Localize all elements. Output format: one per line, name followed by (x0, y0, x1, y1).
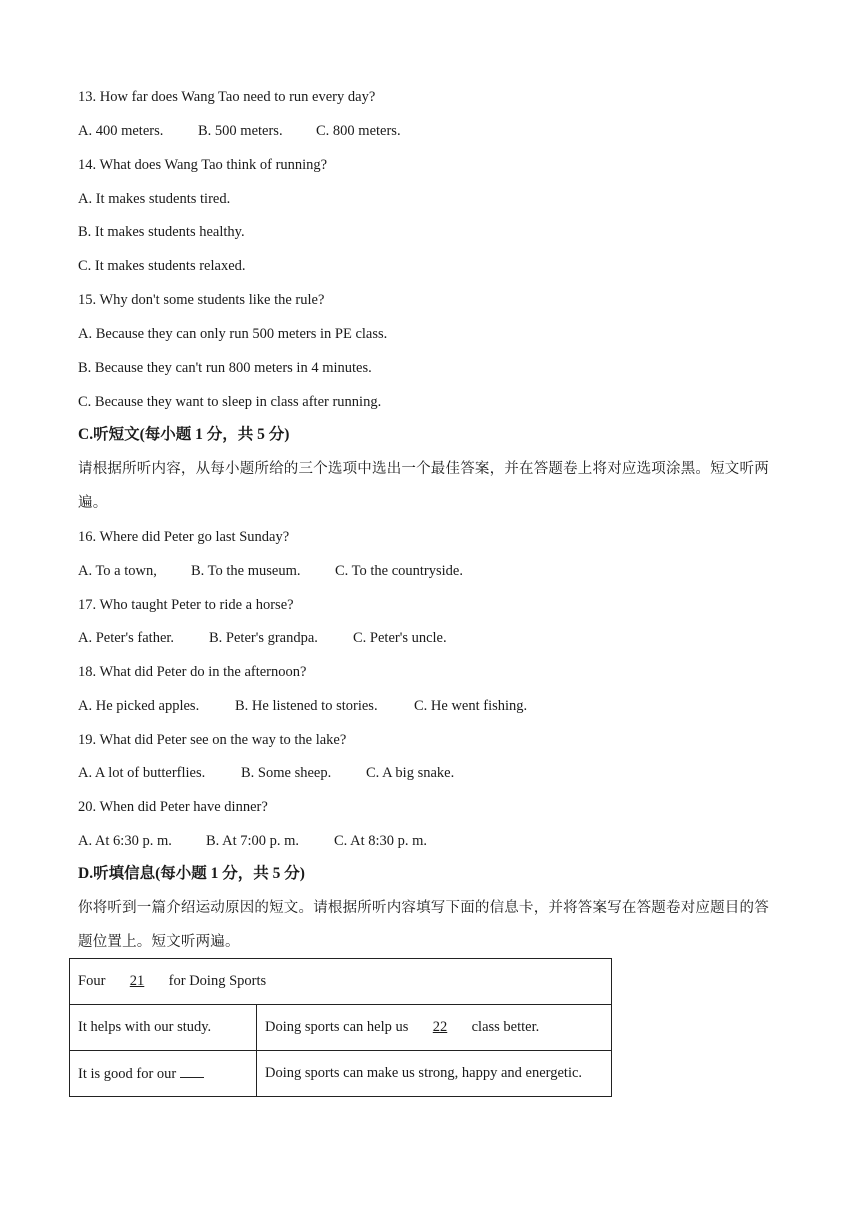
option-b: B. He listened to stories. (235, 698, 378, 714)
blank-21: 21 (129, 973, 145, 989)
option-a: A. He picked apples. (78, 698, 200, 714)
section-c-instruction: 请根据所听内容，从每小题所给的三个选项中选出一个最佳答案，并在答题卷上将对应选项涂黑。短文听两遍。 (78, 461, 769, 511)
table-row (70, 959, 612, 1005)
option-c: C. At 8:30 p. m. (334, 833, 428, 849)
question-20-options (78, 831, 427, 851)
table-cell: It helps with our study. (70, 1005, 257, 1051)
question-16-options (78, 561, 463, 581)
option-b: B. At 7:00 p. m. (206, 833, 300, 849)
option-a: A. At 6:30 p. m. (78, 833, 172, 849)
option-c: C. It makes students relaxed. (78, 258, 246, 274)
table-row (70, 1051, 612, 1097)
blank-line (180, 1065, 204, 1078)
option-b: B. Peter's grandpa. (209, 630, 318, 646)
option-b: B. To the museum. (191, 563, 301, 579)
header-prefix: Four (78, 973, 106, 989)
question-18: 18. What did Peter do in the afternoon? (78, 664, 307, 680)
header-suffix: for Doing Sports (168, 973, 267, 989)
table-cell (70, 1051, 257, 1097)
question-16: 16. Where did Peter go last Sunday? (78, 529, 290, 545)
option-c: C. Peter's uncle. (353, 630, 447, 646)
question-17: 17. Who taught Peter to ride a horse? (78, 597, 294, 613)
question-20: 20. When did Peter have dinner? (78, 799, 268, 815)
option-c: C. He went fishing. (414, 698, 528, 714)
table-cell (257, 1005, 612, 1051)
option-b: B. Some sheep. (241, 765, 332, 781)
option-b: B. 500 meters. (198, 123, 283, 139)
option-b: B. Because they can't run 800 meters in 4 minutes. (78, 360, 372, 376)
question-13-options (78, 121, 401, 141)
option-a: A. A lot of butterflies. (78, 765, 206, 781)
option-c: C. Because they want to sleep in class after running. (78, 394, 382, 410)
section-d-instruction: 你将听到一篇介绍运动原因的短文。请根据所听内容填写下面的信息卡，并将答案写在答题卷对应题目的答题位置上。短文听两遍。 (78, 900, 769, 950)
question-18-options (78, 696, 527, 716)
question-13: 13. How far does Wang Tao need to run every day? (78, 89, 376, 105)
cell-prefix: Doing sports can help us (265, 1019, 409, 1035)
option-a: A. Peter's father. (78, 630, 175, 646)
question-19: 19. What did Peter see on the way to the lake? (78, 732, 347, 748)
table-row (70, 1005, 612, 1051)
cell-text: It is good for our (78, 1065, 177, 1082)
option-c: C. To the countryside. (335, 563, 463, 579)
question-17-options (78, 628, 447, 648)
section-c-title: C.听短文(每小题 1 分，共 5 分) (78, 426, 290, 443)
table-cell: Doing sports can make us strong, happy and energetic. (257, 1051, 612, 1097)
option-c: C. 800 meters. (316, 123, 401, 139)
table-header-cell (70, 959, 612, 1005)
question-15: 15. Why don't some students like the rule? (78, 292, 325, 308)
section-d-title: D.听填信息(每小题 1 分，共 5 分) (78, 865, 305, 882)
option-a: A. To a town, (78, 563, 157, 579)
option-a: A. Because they can only run 500 meters in PE class. (78, 326, 388, 342)
question-14: 14. What does Wang Tao think of running? (78, 157, 328, 173)
option-c: C. A big snake. (366, 765, 455, 781)
question-19-options (78, 763, 454, 783)
option-b: B. It makes students healthy. (78, 224, 245, 240)
blank-22: 22 (432, 1019, 448, 1035)
cell-suffix: class better. (471, 1019, 540, 1035)
info-card-table (69, 958, 612, 1097)
option-a: A. 400 meters. (78, 123, 164, 139)
option-a: A. It makes students tired. (78, 191, 231, 207)
